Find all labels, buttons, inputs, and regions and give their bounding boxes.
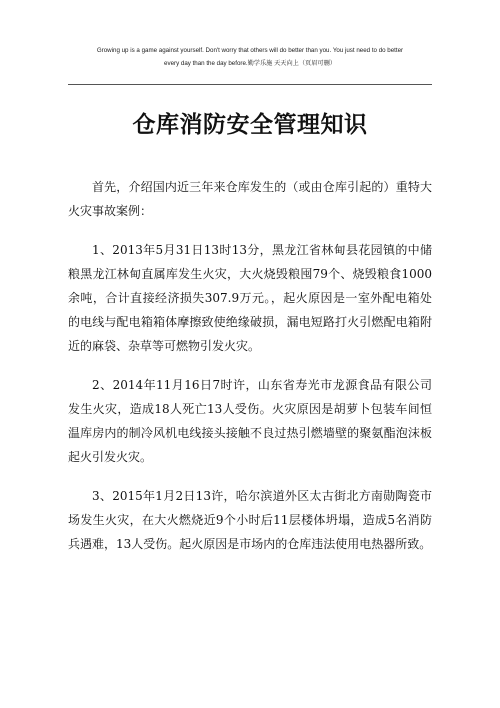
case-paragraph-2: 2、2014年11月16日7时许，山东省寿光市龙源食品有限公司发生火灾，造成18人死亡13人受伤。火灾原因是胡萝卜包装车间恒温库房内的制冷风机电线接头接触不良过热引燃墙壁的聚氨酯泡沫板起火引发火灾。	[68, 378, 432, 464]
header-divider	[68, 84, 432, 85]
case-paragraph-1: 1、2013年5月31日13时13分，黑龙江省林甸县花园镇的中储粮黑龙江林甸直属库发生火灾，大火烧毁粮囤79个、烧毁粮食1000余吨，合计直接经济损失307.9万元。，起火原因是一室外配电箱处的电线与配电箱箱体摩擦致使绝缘破损，漏电短路打火引燃配电箱附近的麻袋、杂草等可燃物引发火灾。	[68, 243, 432, 353]
page-header	[60, 44, 440, 70]
header-line-2: every day than the day before.勤学乐施 天天向上（页眉可删）	[164, 60, 336, 67]
document-title: 仓库消防安全管理知识	[132, 111, 368, 138]
intro-paragraph: 首先，介绍国内近三年来仓库发生的（或由仓库引起的）重特大火灾事故案例：	[68, 180, 432, 218]
case-paragraph-3: 3、2015年1月2日13许，哈尔滨道外区太古街北方南勋陶瓷市场发生火灾，在大火燃烧近9个小时后11层楼体坍塌，造成5名消防兵遇难，13人受伤。起火原因是市场内的仓库违法使用电热器所致。	[68, 489, 432, 551]
document-body	[68, 175, 432, 571]
header-line-1: Growing up is a game against yourself. Don't worry that others will do better than you. You just need to do better	[96, 47, 404, 54]
